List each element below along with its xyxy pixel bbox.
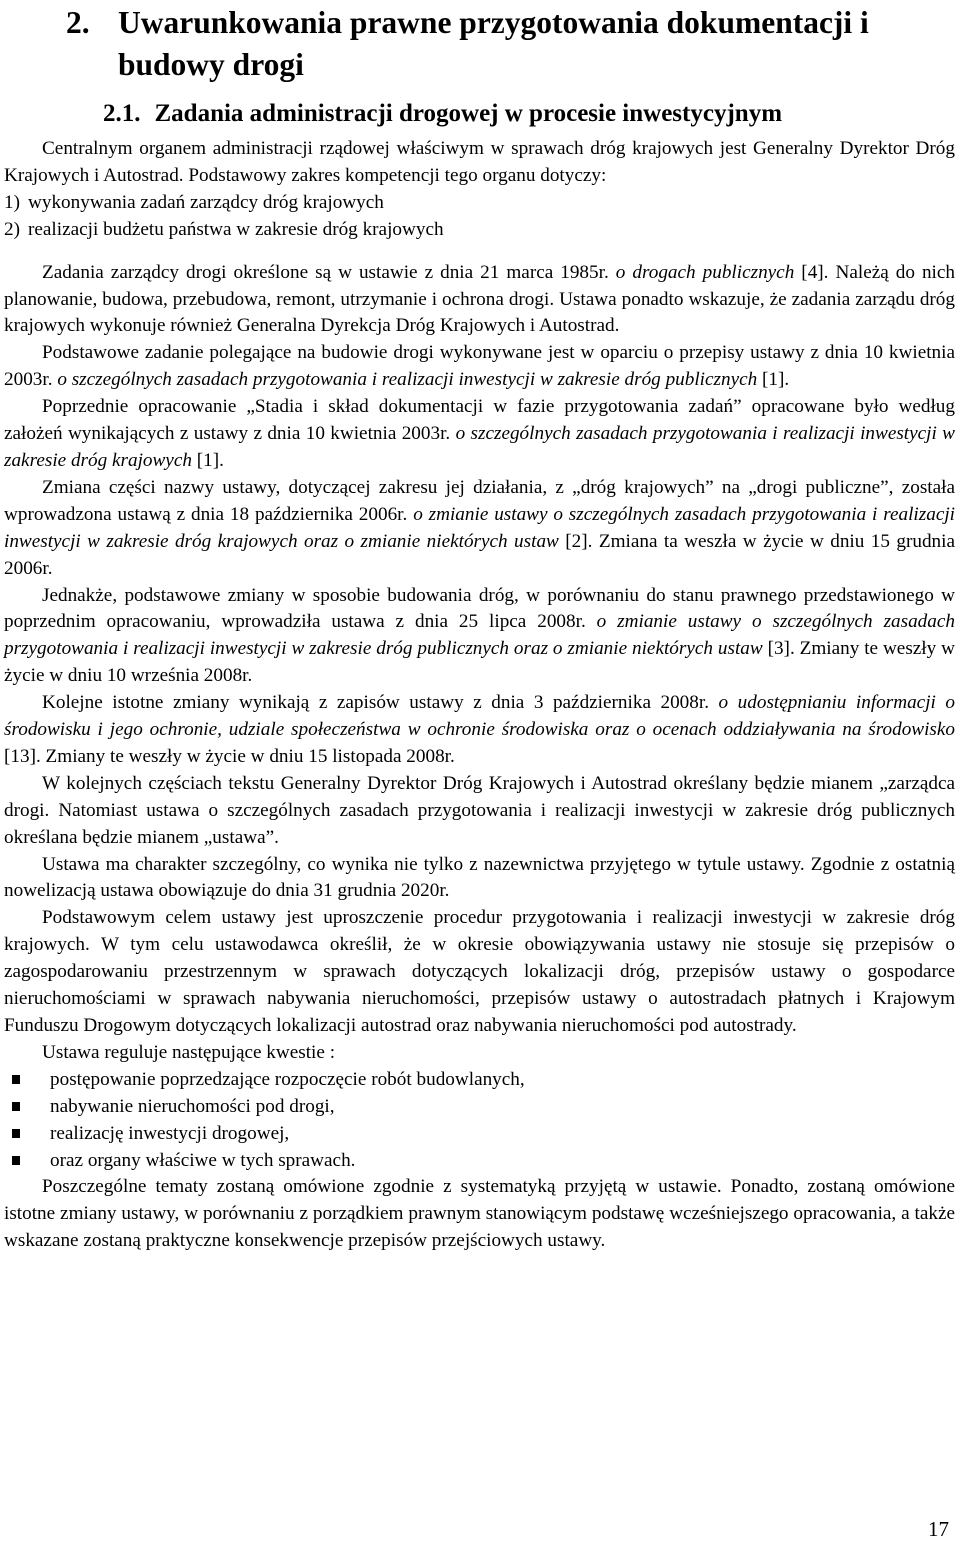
text-run: Poprzednie opracowanie „Stadia i skład dokumentacji w fazie przygotowania zadań” opracowane było według założeń wynikających z ustawy z dnia 10 kwietnia 2003r.	[4, 396, 955, 445]
paragraph-terms: W kolejnych częściach tekstu Generalny Dyrektor Dróg Krajowych i Autostrad określany będzie mianem „zarządca drogi. Natomiast ustawa o szczególnych zasadach przygotowania i realizacji inwestycji w zakresie dróg publicznych określana będzie mianem „ustawa”.	[4, 772, 955, 848]
issue-item	[4, 1067, 955, 1094]
paragraph-regulates: Ustawa reguluje następujące kwestie :	[42, 1041, 336, 1063]
law-title: o drogach publicznych	[615, 261, 795, 283]
square-bullet-icon	[12, 1102, 20, 1111]
paragraph-purpose: Podstawowym celem ustawy jest uproszczenie procedur przygotowania i realizacji inwestycji w zakresie dróg krajowych. W tym celu ustawodawca określił, że w okresie obowiązywania ustawy nie stosuje się przepisów o zagospodarowaniu przestrzennym w sprawach dotyczących lokalizacji dróg, przepisów ustawy o gospodarce nieruchomościami w sprawach nabywania nieruchomości, przepisów ustawy o autostradach płatnych i Krajowym Funduszu Drogowym dotyczących lokalizacji autostrad oraz nabywania nieruchomości pod autostrady.	[4, 907, 955, 1036]
text-run: Podstawowe zadanie polegające na budowie drogi wykonywane jest w oparciu o przepisy ustawy z dnia 10 kwietnia 2003r.	[4, 342, 955, 391]
issue-item	[4, 1148, 955, 1175]
paragraph-basis	[4, 340, 955, 394]
issue-text: oraz organy właściwe w tych sprawach.	[50, 1149, 356, 1171]
law-title: o zmianie ustawy o szczególnych zasadach przygotowania i realizacji inwestycji w zakresie dróg publicznych oraz o zmianie niektórych ustaw	[4, 611, 955, 660]
text-run: [1].	[191, 449, 224, 471]
chapter-number: 2.	[66, 5, 90, 40]
issue-item	[4, 1094, 955, 1121]
chapter-title: Uwarunkowania prawne przygotowania dokumentacji i budowy drogi	[118, 5, 869, 82]
spacer	[4, 244, 955, 260]
paragraph-2008-changes	[4, 583, 955, 691]
competence-item	[4, 190, 955, 217]
section-number: 2.1.	[103, 100, 141, 127]
paragraph-previous	[4, 394, 955, 475]
text-run: [3]. Zmiany te weszły w życie w dniu 10 września 2008r.	[4, 638, 955, 687]
law-title: o szczególnych zasadach przygotowania i realizacji inwestycji w zakresie dróg krajowych	[4, 423, 955, 471]
body-text	[4, 136, 955, 1255]
text-run: Zmiana części nazwy ustawy, dotyczącej zakresu jej działania, z „dróg krajowych” na „drogi publiczne”, została wprowadzona ustawą z dnia 18 października 2006r.	[4, 476, 955, 525]
list-item-text: wykonywania zadań zarządcy dróg krajowych	[28, 191, 384, 213]
paragraph-special-character: Ustawa ma charakter szczególny, co wynika nie tylko z nazewnictwa przyjętego w tytule ustawy. Zgodnie z ostatnią nowelizacją ustawa obowiązuje do dnia 31 grudnia 2020r.	[4, 853, 955, 902]
paragraph-name-change	[4, 475, 955, 583]
square-bullet-icon	[12, 1075, 20, 1084]
text-run: Kolejne istotne zmiany wynikają z zapisów ustawy z dnia 3 października 2008r.	[42, 692, 719, 714]
competence-list	[4, 190, 955, 244]
section-title: Zadania administracji drogowej w procesie inwestycyjnym	[154, 100, 783, 127]
list-number: 2)	[4, 218, 20, 240]
chapter-heading	[66, 2, 946, 86]
text-run: [1].	[757, 369, 790, 391]
issue-text: postępowanie poprzedzające rozpoczęcie robót budowlanych,	[50, 1068, 525, 1090]
text-run: [4]. Należą do nich planowanie, budowa, przebudowa, remont, utrzymanie i ochrona drogi. Ustawa ponadto wskazuje, że zadania zarządu dróg krajowych wykonuje również Generalna Dyrekcja Dróg Krajowych i Autostrad.	[4, 261, 955, 337]
list-number: 1)	[4, 191, 20, 213]
law-title: o zmianie ustawy o szczególnych zasadach przygotowania i realizacji inwestycji w zakresie dróg krajowych oraz o zmianie niektórych ustaw	[4, 503, 956, 552]
paragraph-environment	[4, 690, 955, 771]
competence-item	[4, 217, 955, 244]
text-run: Zadania zarządcy drogi określone są w ustawie z dnia 21 marca 1985r.	[42, 261, 616, 283]
issue-item	[4, 1121, 955, 1148]
paragraph-summary: Poszczególne tematy zostaną omówione zgodnie z systematyką przyjętą w ustawie. Ponadto, zostaną omówione istotne zmiany ustawy, w porównaniu z porządkiem prawnym stanowiącym podstawę wcześniejszego opracowania, a także wskazane zostaną praktyczne konsekwencje przepisów przejściowych ustawy.	[4, 1176, 955, 1252]
law-title: o szczególnych zasadach przygotowania i realizacji inwestycji w zakresie dróg publicznych	[57, 369, 758, 391]
square-bullet-icon	[12, 1129, 20, 1138]
list-item-text: realizacji budżetu państwa w zakresie dróg krajowych	[28, 218, 444, 240]
section-heading	[103, 96, 953, 132]
text-run: [2]. Zmiana ta weszła w życie w dniu 15 grudnia 2006r.	[4, 530, 956, 579]
issues-list	[4, 1067, 955, 1175]
paragraph-intro: Centralnym organem administracji rządowej właściwym w sprawach dróg krajowych jest Generalny Dyrektor Dróg Krajowych i Autostrad. Podstawowy zakres kompetencji tego organu dotyczy:	[4, 138, 955, 186]
text-run: Jednakże, podstawowe zmiany w sposobie budowania dróg, w porównaniu do stanu prawnego przedstawionego w poprzednim opracowaniu, wprowadziła ustawa z dnia 25 lipca 2008r.	[4, 584, 955, 633]
square-bullet-icon	[12, 1156, 20, 1165]
law-title: o udostępnianiu informacji o środowisku i jego ochronie, udziale społeczeństwa w ochronie środowiska oraz o ocenach oddziaływania na środowisko	[4, 692, 955, 741]
issue-text: realizację inwestycji drogowej,	[50, 1122, 290, 1144]
page-number: 17	[928, 1517, 949, 1541]
text-run: [13]. Zmiany te weszły w życie w dniu 15 listopada 2008r.	[4, 745, 455, 767]
paragraph-tasks	[4, 260, 955, 341]
issue-text: nabywanie nieruchomości pod drogi,	[50, 1095, 335, 1117]
